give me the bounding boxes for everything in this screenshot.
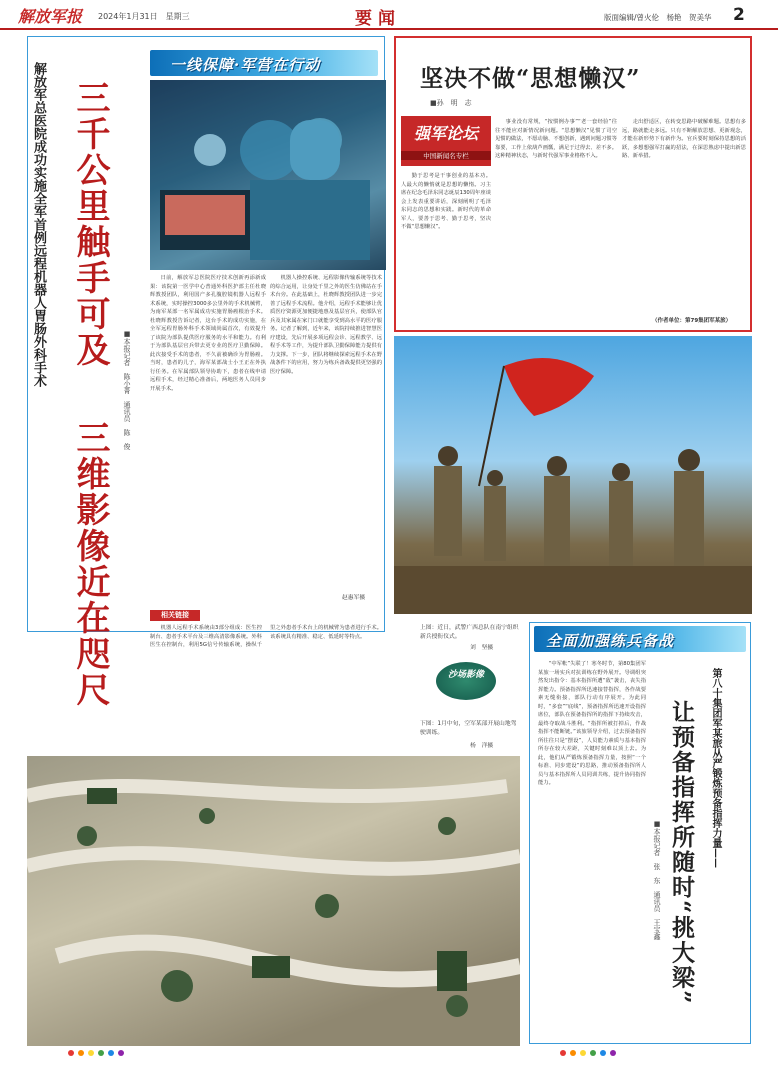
page-editors: 版面编辑/曾火伦 杨艳 贺美华 — [604, 13, 712, 22]
left-story-byline: ■本报记者 陈小菁 通讯员 陈 俊 — [123, 330, 131, 450]
related-link-text — [150, 624, 382, 724]
center-caption-top: 上图：近日，武警广西总队在南宁组织新兵授衔仪式。 — [420, 625, 519, 640]
footer-dots-right — [560, 1050, 670, 1058]
section-title: 要闻 — [355, 9, 401, 29]
commentary-title: 坚决不做“思想懒汉” — [420, 65, 641, 92]
left-story-body-1 — [150, 274, 266, 596]
right-story-paragraph: “中军帐”失联了！寒冬时节，第80集团军某旅一场实兵对抗训练在野外展开。导调组突然发出指令：基本指挥所遭“敌”袭击，丧失指挥能力。预备指挥所迅速接替指挥，各作战要素无缝衔接，部队行动有序展开。为此同时，“多套”“底线”，预备指挥所迅速开设指挥席位，部队在预备指挥所的指挥下持续攻击，最终夺取战斗胜利。“指挥所被打掉后，作战指挥不能断链。”该旅领导介绍，过去预备指挥所往往只是“摆设”，人员能力素质与基本指挥所存在较大差距，关键时刻难以顶上去。为此，他们从严锻炼预备指挥力量，按照“一个标准、同步建设”的思路，推动预备指挥所人员与基本指挥所人员同训共练，提升协同指挥能力。 — [538, 661, 646, 786]
column-subtitle: 中国新闻名专栏 — [401, 151, 491, 160]
commentary-col-3 — [622, 118, 746, 314]
commentary-author: （作者单位：第79集团军某旅） — [652, 318, 732, 324]
feature-badge-text: 沙场影像 — [447, 670, 484, 680]
masthead — [0, 0, 778, 30]
left-story-kicker: 解放军总医院成功实施全军首例远程机器人胃肠外科手术 — [31, 62, 46, 387]
column-badge — [401, 116, 491, 166]
commentary-paragraph-2: 事业没有常规，“按惯例办事”“老一套经验”往往不能应对新情况新问题。“思想懒汉”见惯了司空见惯的做法，不愿动脑、不想创新，遇到问题习惯等靠要，工作上依葫芦画瓢，满足于过得去、差不多。这种精神状态，与新时代强军事业格格不入。 — [495, 119, 617, 159]
commentary-paragraph-3: 走出舒适区，在转变思路中破解难题。思想有多远，路就能走多远。只有不断解放思想、更新观念，才能在新形势下有新作为。官兵要时刻保持思想的活跃，多想想强军打赢的招法，在深思熟虑中提出新思路、新举措。 — [622, 119, 746, 159]
right-story-headline: 让预备指挥所随时“挑大梁” — [668, 700, 695, 1006]
left-story-body-2 — [270, 274, 382, 594]
soldiers-flag-photo — [394, 336, 752, 614]
commentary-paragraph-1: 勤于思考是干事创业的基本功。人最大的懒惰就是思想的懒惰。习主席在纪念毛泽东同志诞辰130周年座谈会上发表重要讲话，深刻阐明了毛泽东同志的思想和实践。新时代的革命军人，要善于思考、勤于思考，坚决不做“思想懒汉”。 — [401, 173, 491, 230]
mountain-road-photo — [27, 756, 520, 1046]
right-banner-text: 全面加强练兵备战 — [546, 632, 675, 650]
related-link-tag: 相关链接 — [150, 610, 200, 621]
left-story-banner — [150, 50, 378, 76]
newspaper-logo: 解放军报 — [18, 7, 83, 26]
related-link-paragraph: 机器人远程手术系统由3部分组成：医生控制台、患者手术平台及三维高清影像系统。外科医生在控制台，利用5G信号传输系统，操纵千里之外患者手术台上的机械臂为患者进行手术。该系统具有精准、稳定、低延时等特点。 — [150, 625, 382, 648]
right-story-body — [538, 660, 646, 1038]
left-story-photo-credit: 赵惠军摄 — [342, 595, 366, 601]
column-name: 强军论坛 — [413, 124, 478, 143]
center-credit-top: 刘 坚摄 — [470, 645, 494, 651]
road-scene-illustration — [27, 756, 520, 1046]
left-story-headline-1: 三千公里触手可及 — [70, 80, 110, 368]
right-story-byline: ■本报记者 张 东 通讯员 王宝鑫 — [653, 820, 661, 940]
left-story-headline-2: 三维影像近在咫尺 — [70, 420, 110, 708]
right-story-kicker: 第八十集团军某旅从严锻炼预备指挥力量—— — [710, 668, 721, 868]
commentary-byline: ■孙 明 志 — [430, 99, 472, 107]
center-caption-bottom: 下图：1月中旬，空军某部开展山地驾驶训练。 — [420, 721, 517, 736]
issue-date: 2024年1月31日 星期三 — [98, 12, 190, 21]
right-story-banner — [534, 626, 746, 652]
feature-badge — [436, 662, 496, 700]
page-number: 2 — [733, 5, 745, 25]
commentary-col-1 — [401, 172, 491, 322]
soldiers-scene-illustration — [394, 336, 752, 614]
left-story-paragraph-1: 日前，解放军总医院医疗技术创新再添新成果：该院第一医学中心普通外科医护部主任杜晓辉教授团队，利用国产多孔腹腔镜机器人远程手术系统，实时操控3000多公里外的手术机械臂，为南军某部一名军属成功实施胃肠癌根治手术。杜晓辉教授告诉记者，这台手术的成功实施，在全军远程胃肠外科手术领域尚属首次，有效提升了该院为部队提供医疗服务的水平和能力。有利于为部队基层官兵带去更专业的医疗卫勤保障。此次接受手术的患者，不久前被确诊为胃肠癌。当时，患者的儿子，海军某部战士小王正在外执行任务。在军属部队领导协助下，患者在线申请远程手术，经过精心准备后，两地医务人员同步开展手术。 — [150, 275, 266, 392]
left-banner-text: 一线保障·军营在行动 — [170, 56, 321, 74]
surgery-photo — [150, 80, 386, 270]
left-story-paragraph-2: 机器人操控系统、远程影像传输系统等技术的综合运用，让身处千里之外的医生仿佛站在手术台旁。在此基础上，杜晓辉教授团队进一步完善了远程手术流程。他介绍，远程手术能够让优质医疗资源更加便捷地惠及基层官兵，使部队官兵及其家属在家门口就能享受到高水平的医疗服务。记者了解到，近年来，该院持续推进智慧医疗建设，先后开展多项远程会诊、远程教学、远程手术等工作，为提升部队卫勤保障能力提供有力支撑。下一步，团队将继续探索远程手术在野战条件下的应用，努力为练兵备战提供更坚强的医疗保障。 — [270, 275, 382, 375]
commentary-col-2 — [495, 118, 617, 324]
footer-dots — [68, 1050, 178, 1058]
surgery-scene-illustration — [150, 80, 386, 270]
center-credit-bottom: 杨 洋摄 — [470, 743, 494, 749]
